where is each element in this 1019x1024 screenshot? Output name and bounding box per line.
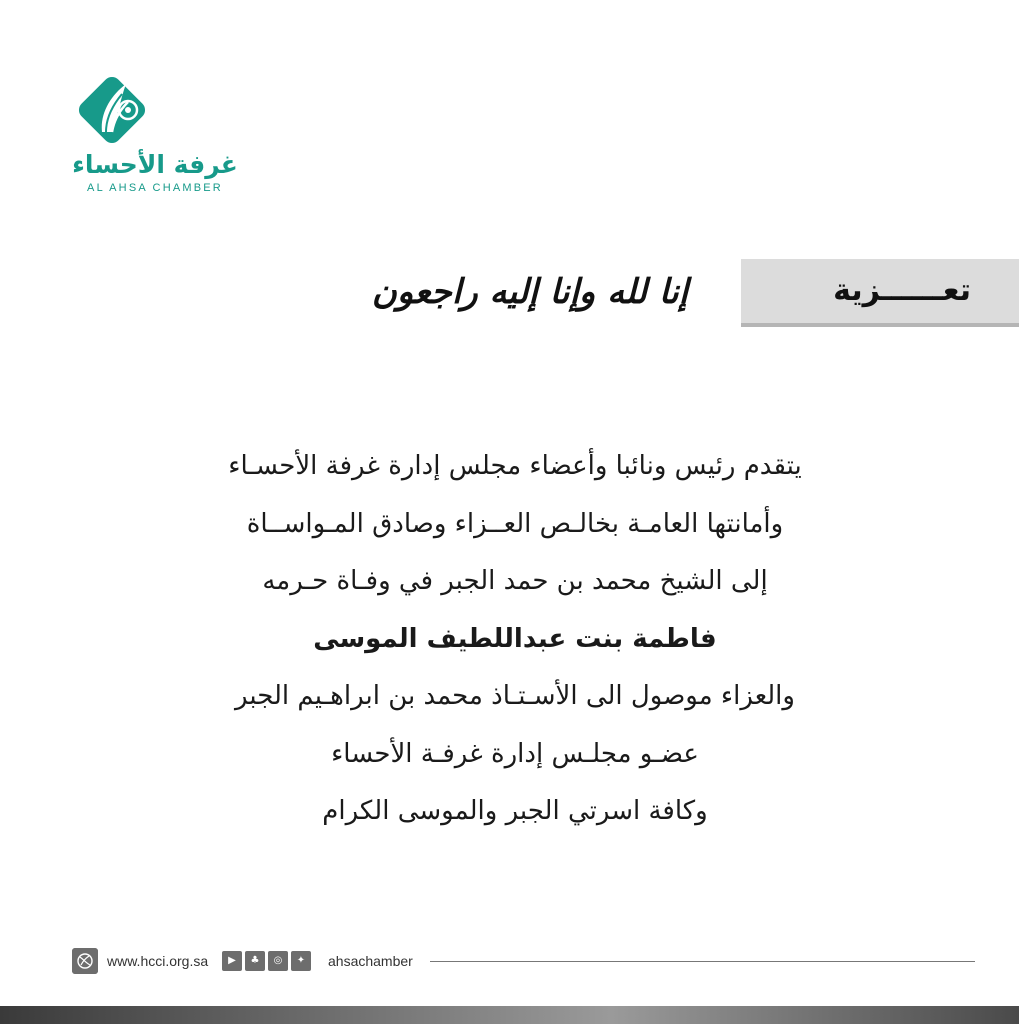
message-line: إلى الشيخ محمد بن حمد الجبر في وفـاة حـرمه bbox=[262, 566, 768, 596]
message-line: عضـو مجلـس إدارة غرفـة الأحساء bbox=[331, 738, 699, 769]
social-icons bbox=[222, 951, 311, 971]
website-link[interactable]: www.hcci.org.sa bbox=[107, 953, 209, 969]
deceased-name: فاطمة بنت عبداللطيف الموسى bbox=[313, 623, 717, 654]
instagram-icon[interactable]: ◎ bbox=[268, 951, 288, 971]
footer-divider bbox=[430, 961, 975, 962]
title-banner bbox=[741, 259, 1019, 327]
message-line: وأمانتها العامـة بخالـص العــزاء وصادق المـواســاة bbox=[246, 508, 784, 539]
message-line: يتقدم رئيس ونائبا وأعضاء مجلس إدارة غرفة الأحسـاء bbox=[228, 451, 802, 481]
message-line: وكافة اسرتي الجبر والموسى الكرام bbox=[322, 796, 708, 826]
footer bbox=[72, 948, 977, 974]
youtube-icon[interactable]: ▶ bbox=[222, 951, 242, 971]
logo-english-name: AL AHSA CHAMBER bbox=[87, 182, 223, 194]
snapchat-icon[interactable]: ♣ bbox=[245, 951, 265, 971]
chamber-emblem-icon bbox=[72, 70, 152, 150]
message-line: والعزاء موصول الى الأسـتـاذ محمد بن ابراهـيم الجبر bbox=[235, 681, 795, 711]
condolence-message bbox=[150, 438, 880, 841]
logo-arabic-name: غرفة الأحساء bbox=[72, 150, 238, 179]
chamber-logo bbox=[64, 64, 244, 204]
social-handle[interactable]: ahsachamber bbox=[328, 953, 413, 969]
page-title: تعــــــزية bbox=[833, 273, 971, 308]
globe-icon bbox=[72, 948, 98, 974]
calligraphy-verse: إنا لله وإنا إليه راجعون bbox=[371, 272, 689, 312]
bottom-bar bbox=[0, 1006, 1019, 1024]
twitter-icon[interactable]: ✦ bbox=[291, 951, 311, 971]
